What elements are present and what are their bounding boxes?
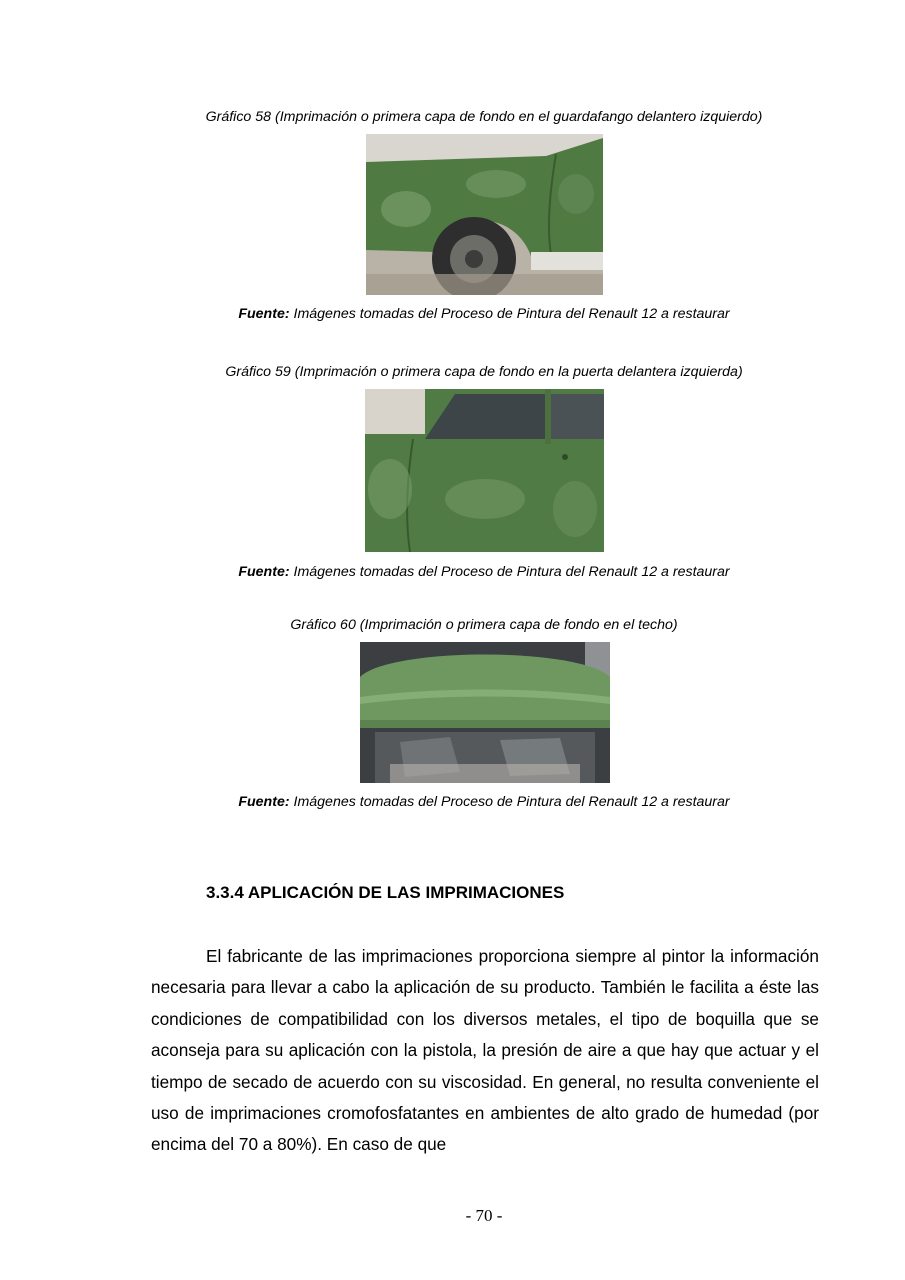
figure-60-source-label: Fuente: <box>238 794 290 810</box>
figure-60-photo <box>360 642 610 783</box>
figure-58-source-label: Fuente: <box>238 306 290 322</box>
figure-59-source-label: Fuente: <box>238 564 290 580</box>
figure-58-caption: Gráfico 58 (Imprimación o primera capa de fondo en el guardafango delantero izquierdo) <box>205 109 763 125</box>
page-number: - 70 - <box>465 1206 503 1225</box>
figure-58-photo <box>366 134 603 295</box>
body-paragraph: El fabricante de las imprimaciones proporciona siempre al pintor la información necesaria para llevar a cabo la aplicación de su producto. También le facilita a éste las condiciones de compatibilidad con los diversos metales, el tipo de boquilla que se aconseja para su aplicación con la pistola, la presión de aire a que hay que actuar y el tiempo de secado de acuerdo con su viscosidad. En general, no resulta conveniente el uso de imprimaciones cromofosfatantes en ambientes de alto grado de humedad (por encima del 70 a 80%). En caso de que <box>151 946 819 1155</box>
figure-58-source-text: Imágenes tomadas del Proceso de Pintura del Renault 12 a restaurar <box>293 306 730 322</box>
figure-60-source <box>0 793 905 811</box>
figure-59-caption: Gráfico 59 (Imprimación o primera capa de fondo en la puerta delantera izquierda) <box>225 364 743 380</box>
section-heading: 3.3.4 APLICACIÓN DE LAS IMPRIMACIONES <box>206 883 565 902</box>
figure-60-caption: Gráfico 60 (Imprimación o primera capa de fondo en el techo) <box>290 617 678 633</box>
figure-59-source <box>0 563 905 581</box>
body-text <box>151 941 819 1161</box>
figure-59-photo <box>365 389 604 552</box>
figure-60-source-text: Imágenes tomadas del Proceso de Pintura del Renault 12 a restaurar <box>293 794 730 810</box>
figure-59-source-text: Imágenes tomadas del Proceso de Pintura del Renault 12 a restaurar <box>293 564 730 580</box>
figure-58-source <box>0 305 905 323</box>
